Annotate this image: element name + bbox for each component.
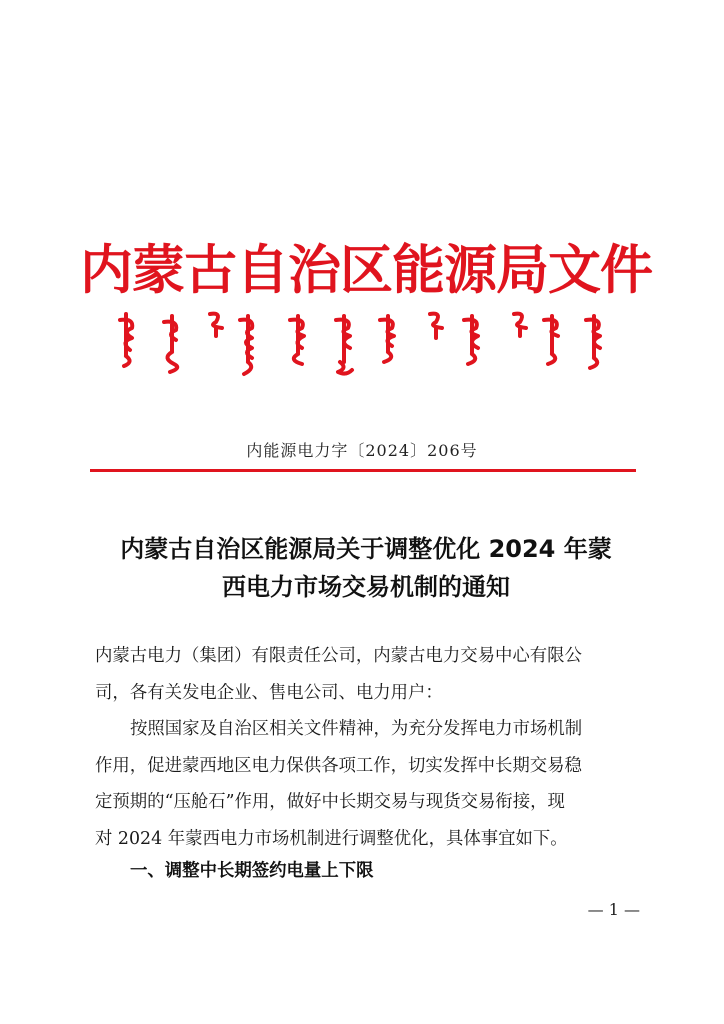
title-line-2: 西电力市场交易机制的通知: [222, 573, 510, 601]
section-heading-1: 一、调整中长期签约电量上下限: [130, 861, 374, 881]
red-divider-line: [90, 469, 636, 472]
page-number: — 1 —: [587, 900, 640, 919]
document-body: [95, 638, 640, 857]
paragraph-line-3: 定预期的“压舱石”作用，做好中长期交易与现货交易衔接，现: [95, 792, 565, 812]
paragraph-line-2: 作用，促进蒙西地区电力保供各项工作，切实发挥中长期交易稳: [95, 755, 582, 776]
mongolian-script-masthead: [112, 306, 612, 380]
paragraph-line-1: 按照国家及自治区相关文件精神，为充分发挥电力市场机制: [130, 719, 583, 739]
title-line-1: 内蒙古自治区能源局关于调整优化 2024 年蒙: [120, 535, 612, 563]
paragraph-line-4: 对 2024 年蒙西电力市场机制进行调整优化，具体事宜如下。: [95, 828, 568, 849]
recipients-line-2: 司，各有关发电企业、售电公司、电力用户：: [95, 682, 443, 703]
agency-masthead: 内蒙古自治区能源局文件: [80, 240, 652, 301]
document-title: [96, 530, 636, 606]
recipients-line-1: 内蒙古电力（集团）有限责任公司，内蒙古电力交易中心有限公: [95, 646, 582, 666]
document-number: 内能源电力字〔2024〕206号: [246, 441, 478, 460]
